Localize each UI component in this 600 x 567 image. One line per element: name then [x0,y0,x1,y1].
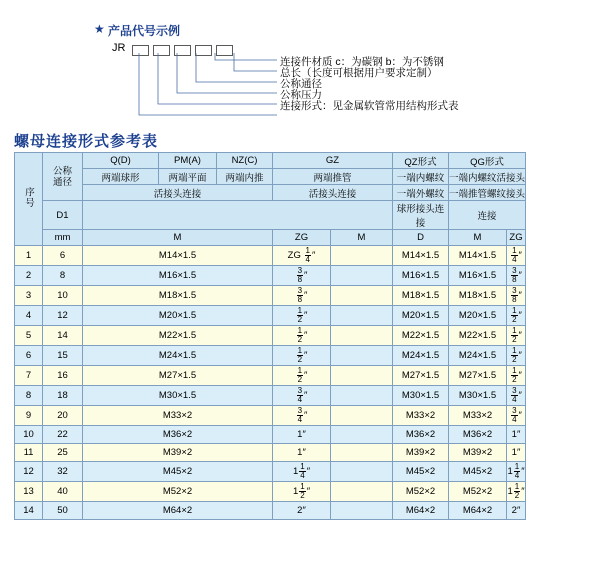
cell-zg-qg: $\frac{1}{2}$ ″ [507,346,526,366]
table-header-row [15,153,526,169]
header-group-qz: QZ形式 [393,153,449,169]
cell-m-qd: M14×1.5 [83,246,273,266]
legend-item-material: 连接件材质 c：为碳钢 b：为不锈钢 [280,56,444,68]
cell-d-qz: M39×2 [393,444,449,462]
cell-seq: 2 [15,266,43,286]
cell-d-qz: M18×1.5 [393,286,449,306]
nut-connection-table [14,152,526,520]
product-code-legend [0,0,600,128]
table-row [15,462,526,482]
cell-m-gz [331,286,393,306]
table-row [15,326,526,346]
header-unit-m: M [83,230,273,246]
legend-item-length: 总长（长度可根据用户要求定制） [280,67,438,79]
cell-seq: 3 [15,286,43,306]
cell-m-qd: M36×2 [83,426,273,444]
table [14,152,526,520]
cell-dn: 25 [43,444,83,462]
cell-d-qz: M20×1.5 [393,306,449,326]
cell-dn: 12 [43,306,83,326]
header-seq: 序号 [15,153,43,246]
cell-m-qg: M39×2 [449,444,507,462]
cell-zg-qg: 2″ [507,502,526,520]
cell-m-qd: M33×2 [83,406,273,426]
cell-m-gz [331,406,393,426]
cell-zg-qg: $\frac{3}{8}$ ″ [507,286,526,306]
cell-zg-gz: 1 $\frac{1}{2}$ ″ [273,482,331,502]
cell-m-gz [331,502,393,520]
cell-dn: 10 [43,286,83,306]
cell-d-qz: M14×1.5 [393,246,449,266]
cell-m-gz [331,366,393,386]
cell-m-qd: M16×1.5 [83,266,273,286]
table-row [15,444,526,462]
cell-dn: 8 [43,266,83,286]
header-gz-union: 活接头连接 [273,185,393,201]
header-unit-zg: ZG [273,230,331,246]
cell-m-gz [331,306,393,326]
header-qg-thread-joint: 一端推管螺纹接头 [449,185,526,201]
table-header-row [15,230,526,246]
cell-dn: 40 [43,482,83,502]
cell-dn: 15 [43,346,83,366]
cell-m-qg: M16×1.5 [449,266,507,286]
cell-m-qg: M14×1.5 [449,246,507,266]
cell-zg-gz: $\frac{1}{2}$ ″ [273,346,331,366]
cell-seq: 6 [15,346,43,366]
legend-item-nominal-diameter: 公称通径 [280,78,322,90]
cell-zg-gz: $\frac{1}{2}$ ″ [273,306,331,326]
cell-m-qd: M64×2 [83,502,273,520]
header-pma-desc: 两端平面 [159,169,217,185]
cell-m-qg: M18×1.5 [449,286,507,306]
cell-dn: 16 [43,366,83,386]
table-row [15,426,526,444]
header-union-connect: 活接头连接 [83,185,273,201]
cell-m-qg: M27×1.5 [449,366,507,386]
legend-item-nominal-pressure: 公称压力 [280,89,322,101]
cell-dn: 20 [43,406,83,426]
cell-d-qz: M22×1.5 [393,326,449,346]
table-row [15,386,526,406]
cell-d-qz: M16×1.5 [393,266,449,286]
header-unit-m3: M [449,230,507,246]
header-qz-desc: 一端内螺纹 [393,169,449,185]
cell-m-qd: M24×1.5 [83,346,273,366]
cell-seq: 10 [15,426,43,444]
cell-m-qg: M30×1.5 [449,386,507,406]
cell-m-qg: M36×2 [449,426,507,444]
cell-d-qz: M52×2 [393,482,449,502]
cell-zg-qg: 1 $\frac{1}{4}$ ″ [507,462,525,480]
header-d1: D1 [43,201,83,230]
cell-seq: 9 [15,406,43,426]
cell-zg-qg: $\frac{3}{8}$ ″ [507,266,526,286]
cell-m-gz [331,246,393,266]
cell-m-qg: M33×2 [449,406,507,426]
table-row [15,366,526,386]
table-row [15,266,526,286]
cell-dn: 6 [43,246,83,266]
cell-dn: 50 [43,502,83,520]
header-unit-d: D [393,230,449,246]
cell-m-qd: M39×2 [83,444,273,462]
cell-zg-qg: 1″ [507,426,526,444]
header-qg-desc: 一端内螺纹活接头 [449,169,526,185]
header-dn: 公称 通径 [43,153,83,201]
cell-d-qz: M27×1.5 [393,366,449,386]
cell-d-qz: M30×1.5 [393,386,449,406]
cell-d-qz: M36×2 [393,426,449,444]
cell-m-qg: M20×1.5 [449,306,507,326]
cell-m-gz [331,444,393,462]
cell-m-qd: M22×1.5 [83,326,273,346]
cell-seq: 8 [15,386,43,406]
cell-m-qd: M52×2 [83,482,273,502]
table-row [15,482,526,502]
cell-m-gz [331,326,393,346]
header-gz-desc: 两端推管 [273,169,393,185]
cell-seq: 12 [15,462,43,482]
table-row [15,246,526,266]
header-qg-connect: 连接 [449,201,526,230]
table-row [15,346,526,366]
cell-zg-gz: $\frac{3}{8}$ ″ [273,286,331,306]
cell-zg-qg: $\frac{3}{4}$ ″ [507,406,526,426]
header-group-qd: Q(D) [83,153,159,169]
header-qz-outer-thread: 一端外螺纹 [393,185,449,201]
cell-seq: 11 [15,444,43,462]
cell-zg-gz: $\frac{1}{2}$ ″ [273,366,331,386]
cell-m-qg: M45×2 [449,462,507,482]
cell-zg-qg: 1 $\frac{1}{2}$ ″ [507,482,525,500]
cell-dn: 22 [43,426,83,444]
cell-m-qd: M30×1.5 [83,386,273,406]
cell-zg-gz: 1″ [273,426,331,444]
cell-m-qg: M24×1.5 [449,346,507,366]
header-nzc-desc: 两端内推 [217,169,273,185]
cell-zg-gz: $\frac{3}{8}$ ″ [273,266,331,286]
cell-seq: 14 [15,502,43,520]
cell-dn: 18 [43,386,83,406]
page-title: 螺母连接形式参考表 [14,133,159,150]
cell-m-gz [331,266,393,286]
cell-m-gz [331,462,393,482]
table-row [15,406,526,426]
cell-m-gz [331,426,393,444]
cell-seq: 5 [15,326,43,346]
legend-title: 产品代号示例 [108,24,181,38]
header-group-nzc: NZ(C) [217,153,273,169]
cell-d-qz: M33×2 [393,406,449,426]
cell-zg-gz: 2″ [273,502,331,520]
header-group-pma: PM(A) [159,153,217,169]
table-row [15,286,526,306]
cell-m-qd: M45×2 [83,462,273,482]
cell-m-gz [331,482,393,502]
cell-zg-qg: 1″ [507,444,526,462]
header-unit-zg2: ZG [507,230,526,246]
cell-d-qz: M24×1.5 [393,346,449,366]
legend-item-connection-type: 连接形式：见金属软管常用结构形式表 [280,100,459,112]
cell-m-qd: M27×1.5 [83,366,273,386]
cell-zg-gz: $\frac{1}{2}$ ″ [273,326,331,346]
cell-m-gz [331,386,393,406]
cell-d-qz: M45×2 [393,462,449,482]
cell-zg-gz: 1″ [273,444,331,462]
table-row [15,502,526,520]
cell-seq: 1 [15,246,43,266]
cell-dn: 14 [43,326,83,346]
header-unit-m2: M [331,230,393,246]
cell-d-qz: M64×2 [393,502,449,520]
header-qz-ball-joint: 球形接头连接 [393,201,449,230]
cell-zg-qg: $\frac{1}{2}$ ″ [507,326,526,346]
header-spacer [83,201,393,230]
header-unit-mm: mm [43,230,83,246]
table-row [15,306,526,326]
cell-dn: 32 [43,462,83,482]
cell-seq: 13 [15,482,43,502]
header-group-qg: QG形式 [449,153,526,169]
table-header-row [15,201,526,230]
cell-m-qd: M18×1.5 [83,286,273,306]
table-header-row [15,169,526,185]
header-group-gz: GZ [273,153,393,169]
code-prefix: JR [112,42,126,54]
cell-zg-qg: $\frac{1}{2}$ ″ [507,306,526,326]
cell-m-qg: M64×2 [449,502,507,520]
cell-zg-qg: $\frac{1}{2}$ ″ [507,366,526,386]
cell-m-qg: M22×1.5 [449,326,507,346]
cell-m-qg: M52×2 [449,482,507,502]
cell-zg-qg: $\frac{1}{4}$ ″ [507,246,526,266]
cell-zg-gz: ZG $\frac{1}{4}$ ″ [273,246,331,266]
cell-seq: 4 [15,306,43,326]
cell-zg-gz: 1 $\frac{1}{4}$ ″ [273,462,331,482]
cell-zg-gz: $\frac{3}{4}$ ″ [273,386,331,406]
cell-m-gz [331,346,393,366]
cell-zg-gz: $\frac{3}{4}$ ″ [273,406,331,426]
cell-seq: 7 [15,366,43,386]
cell-m-qd: M20×1.5 [83,306,273,326]
cell-zg-qg: $\frac{3}{4}$ ″ [507,386,526,406]
header-qd-desc: 两端球形 [83,169,159,185]
table-header-row [15,185,526,201]
star-icon: ★ [94,22,105,36]
